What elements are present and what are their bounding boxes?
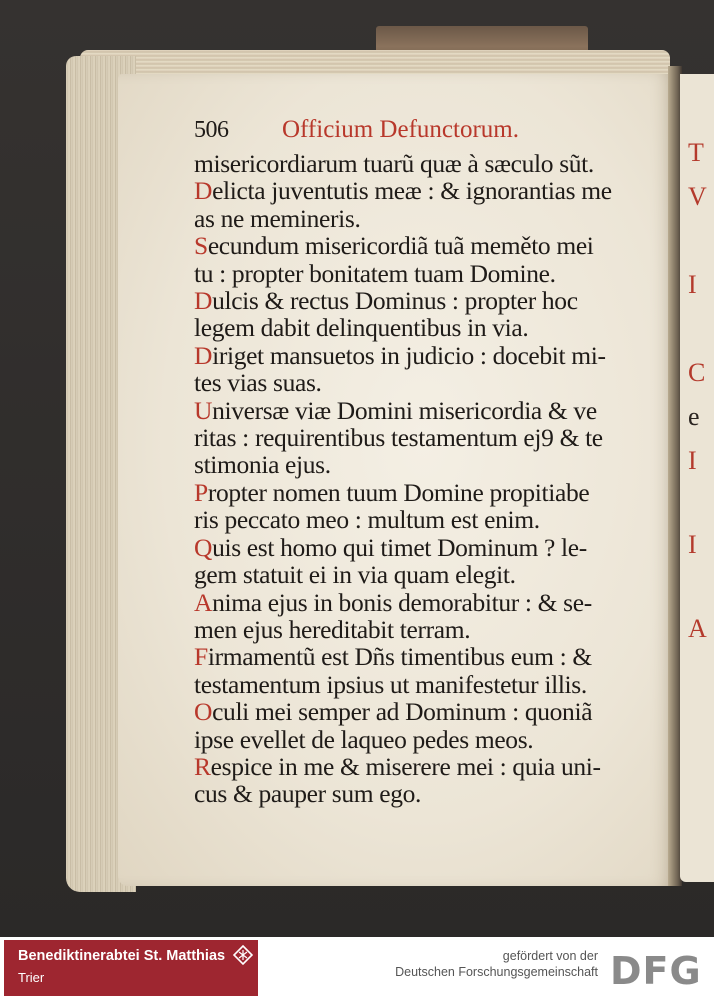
page-number: 506 bbox=[194, 117, 229, 143]
page-text-block bbox=[194, 116, 664, 808]
rubricated-initial: D bbox=[194, 286, 213, 316]
line-text: iriget mansuetos in judicio : docebit mi- bbox=[212, 340, 606, 370]
rubricated-initial: P bbox=[194, 477, 208, 507]
text-line bbox=[194, 369, 664, 396]
rubricated-initial: D bbox=[194, 340, 213, 370]
line-text: ipse evellet de laqueo pedes meos. bbox=[194, 724, 534, 754]
institution-banner[interactable] bbox=[4, 940, 258, 996]
facing-page-letter: e bbox=[688, 402, 700, 431]
line-text: culi mei semper ad Dominum : quoniã bbox=[212, 697, 593, 727]
page-header bbox=[194, 116, 664, 150]
text-line bbox=[194, 205, 664, 232]
rubricated-initial: A bbox=[194, 587, 213, 617]
line-text: stimonia ejus. bbox=[194, 450, 331, 480]
text-line bbox=[194, 424, 664, 451]
line-text: tu : propter bonitatem tuam Domine. bbox=[194, 258, 556, 288]
line-text: ecundum misericordiã tuã meměto mei bbox=[207, 231, 594, 261]
text-line bbox=[194, 177, 664, 204]
facing-page-letter: T bbox=[688, 138, 704, 167]
line-text: testamentum ipsius ut manifestetur illis. bbox=[194, 669, 587, 699]
institution-city: Trier bbox=[18, 970, 45, 985]
line-text: niversæ viæ Domini misericordia & ve bbox=[212, 395, 597, 425]
text-line bbox=[194, 589, 664, 616]
line-text: elicta juventutis meæ : & ignorantias me bbox=[212, 176, 612, 206]
facing-page-letter: I bbox=[688, 270, 697, 299]
text-line bbox=[194, 726, 664, 753]
line-text: ulcis & rectus Dominus : propter hoc bbox=[212, 286, 578, 316]
line-text: ropter nomen tuum Domine propitiabe bbox=[207, 477, 590, 507]
rubricated-initial: S bbox=[194, 231, 208, 261]
line-text: misericordiarum tuarũ quæ à sæculo sũt. bbox=[194, 149, 594, 178]
rubricated-initial: R bbox=[194, 751, 211, 781]
running-title: Officium Defunctorum. bbox=[282, 116, 519, 143]
text-line bbox=[194, 150, 664, 177]
rubricated-initial: U bbox=[194, 395, 213, 425]
rubricated-initial: F bbox=[194, 642, 208, 672]
rubricated-initial: D bbox=[194, 176, 213, 206]
text-line bbox=[194, 534, 664, 561]
funding-line-2: Deutschen Forschungsgemeinschaft bbox=[395, 965, 598, 979]
text-line bbox=[194, 561, 664, 588]
text-line bbox=[194, 287, 664, 314]
text-line bbox=[194, 643, 664, 670]
line-text: ritas : requirentibus testamentum ej9 & te bbox=[194, 423, 603, 453]
line-text: cus & pauper sum ego. bbox=[194, 779, 422, 809]
abbey-emblem-icon bbox=[233, 945, 253, 965]
facing-page bbox=[680, 74, 714, 882]
text-line bbox=[194, 232, 664, 259]
line-text: men ejus hereditabit terram. bbox=[194, 614, 471, 644]
facing-page-letter: V bbox=[688, 182, 707, 211]
text-lines bbox=[194, 150, 664, 808]
facing-page-letter: I bbox=[688, 530, 697, 559]
text-line bbox=[194, 479, 664, 506]
text-line bbox=[194, 671, 664, 698]
text-line bbox=[194, 260, 664, 287]
text-line bbox=[194, 451, 664, 478]
line-text: gem statuit ei in via quam elegit. bbox=[194, 560, 516, 590]
rubricated-initial: Q bbox=[194, 532, 213, 562]
institution-name: Benediktinerabtei St. Matthias bbox=[18, 948, 226, 964]
rubricated-initial: O bbox=[194, 697, 213, 727]
line-text: espice in me & miserere mei : quia uni- bbox=[210, 751, 601, 781]
funding-line-1: gefördert von der bbox=[502, 949, 598, 963]
dfg-logo[interactable]: DFG bbox=[610, 949, 702, 993]
line-text: irmamentũ est Dñs timentibus eum : & bbox=[207, 642, 592, 672]
line-text: nima ejus in bonis demorabitur : & se- bbox=[212, 587, 592, 617]
text-line bbox=[194, 780, 664, 807]
text-line bbox=[194, 397, 664, 424]
facing-page-letter: I bbox=[688, 446, 697, 475]
text-line bbox=[194, 314, 664, 341]
line-text: uis est homo qui timet Dominum ? le- bbox=[212, 532, 587, 562]
line-text: ris peccato meo : multum est enim. bbox=[194, 505, 540, 535]
facing-page-letter: A bbox=[688, 614, 707, 643]
text-line bbox=[194, 616, 664, 643]
line-text: as ne memineris. bbox=[194, 203, 361, 233]
text-line bbox=[194, 342, 664, 369]
text-line bbox=[194, 506, 664, 533]
text-line bbox=[194, 698, 664, 725]
text-line bbox=[194, 753, 664, 780]
funding-credit bbox=[395, 948, 598, 980]
line-text: legem dabit delinquentibus in via. bbox=[194, 313, 529, 343]
facing-page-letter: C bbox=[688, 358, 706, 387]
line-text: tes vias suas. bbox=[194, 368, 322, 398]
